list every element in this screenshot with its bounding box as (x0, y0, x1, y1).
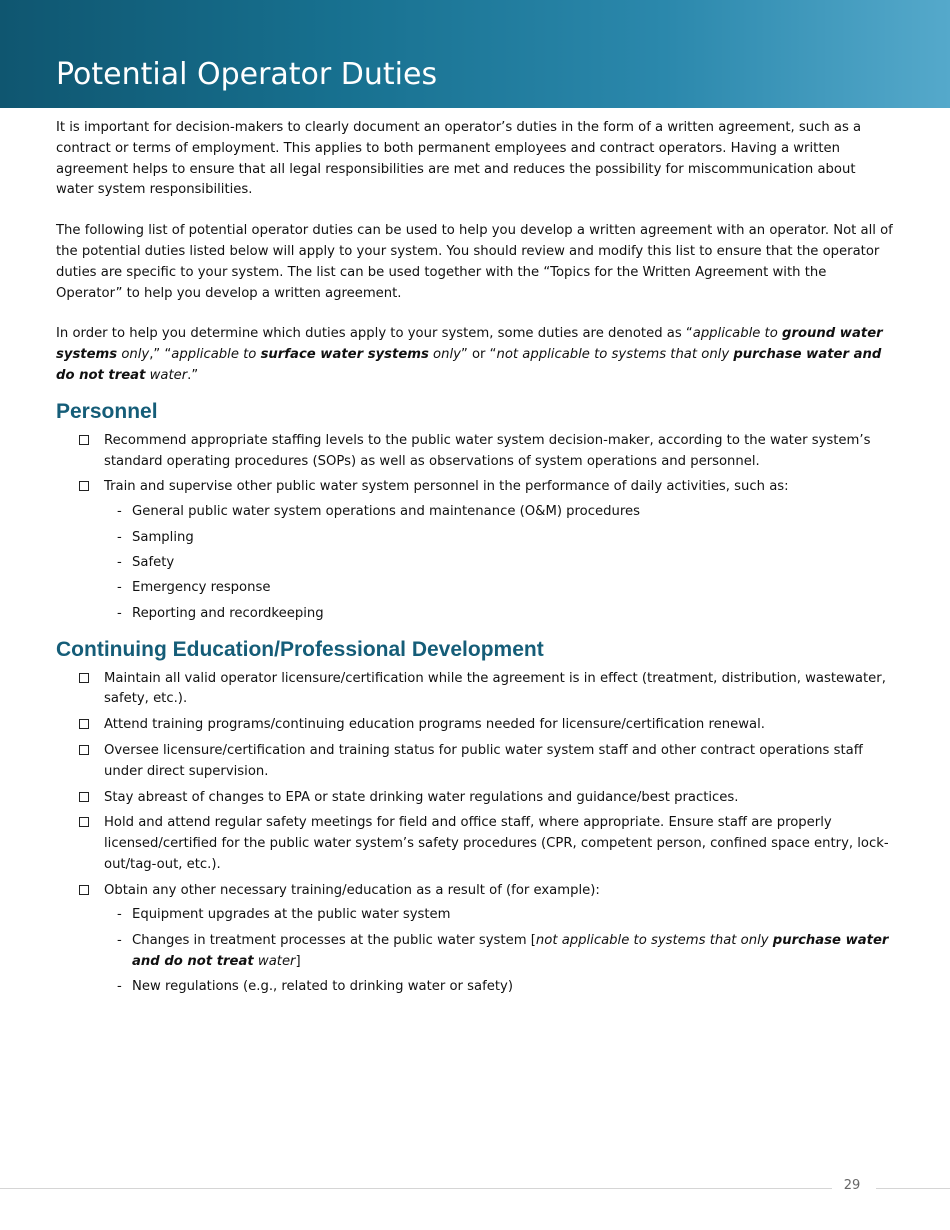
text: ” or “ (460, 347, 497, 363)
text: .” (187, 367, 199, 383)
sub-list-item-text: Safety (132, 554, 175, 570)
education-list (56, 669, 896, 998)
header-banner (0, 0, 950, 108)
list-item (56, 431, 896, 473)
sub-list-item-text: General public water system operations and maintenance (O&M) procedures (132, 504, 640, 520)
checkbox-icon (79, 719, 89, 729)
sub-list-item (104, 553, 896, 574)
dash-bullet: - (117, 529, 122, 545)
dash-bullet: - (117, 580, 122, 596)
italic-text: water (253, 953, 296, 969)
list-item (56, 477, 896, 624)
italic-text: only (117, 347, 150, 363)
list-item (56, 788, 896, 809)
list-item-text: Train and supervise other public water system personnel in the performance of daily activities, such as: (104, 479, 789, 495)
italic-text: only (428, 347, 461, 363)
sub-list-item (104, 604, 896, 625)
footer-divider (0, 1188, 832, 1189)
checkbox-icon (79, 435, 89, 445)
list-item (56, 881, 896, 998)
dash-bullet: - (117, 605, 122, 621)
footer-divider (876, 1188, 950, 1189)
bold-italic-text: ground water systems (56, 326, 883, 363)
sub-list-item-text: Emergency response (132, 580, 271, 596)
dash-bullet: - (117, 979, 122, 995)
checkbox-icon (79, 481, 89, 491)
page-number: 29 (843, 1178, 861, 1193)
sub-list-item-text: Reporting and recordkeeping (132, 605, 324, 621)
sub-list-item (104, 578, 896, 599)
list-item (56, 669, 896, 711)
sub-list-item-text: Equipment upgrades at the public water system (132, 907, 451, 923)
text: In order to help you determine which duties apply to your system, some duties are denoted as “ (56, 326, 693, 342)
intro-paragraph-3 (56, 324, 896, 386)
personnel-heading: Personnel (56, 399, 158, 423)
checkbox-icon (79, 745, 89, 755)
dash-bullet: - (117, 932, 122, 948)
italic-text: not applicable to systems that only (496, 347, 734, 363)
list-item-text: Maintain all valid operator licensure/certification while the agreement is in effect (treatment, distribution, wastewater, safety, etc.). (104, 670, 886, 707)
list-item-text: Hold and attend regular safety meetings for field and office staff, where appropriate. Ensure staff are properly licensed/certified for the public water system’s safety procedures (CPR, competent person, confined space entry, lock-out/tag-out, etc.). (104, 815, 889, 872)
dash-bullet: - (117, 907, 122, 923)
personnel-list (56, 431, 896, 625)
italic-text: applicable to (692, 326, 782, 342)
list-item (56, 741, 896, 783)
sub-list-item-text: New regulations (e.g., related to drinking water or safety) (132, 979, 513, 995)
text: ] (295, 953, 301, 969)
page-title: Potential Operator Duties (56, 57, 438, 92)
list-item (56, 715, 896, 736)
dash-bullet: - (117, 504, 122, 520)
checkbox-icon (79, 673, 89, 683)
sub-list-item (104, 931, 896, 973)
text: ,” “ (149, 347, 172, 363)
sub-list-item (104, 528, 896, 549)
document-body (56, 118, 896, 1003)
list-item-text: Obtain any other necessary training/education as a result of (for example): (104, 882, 600, 898)
bold-italic-text: purchase water and do not treat (56, 347, 882, 383)
bold-italic-text: surface water systems (260, 347, 429, 363)
list-item-text: Attend training programs/continuing education programs needed for licensure/certification renewal. (104, 717, 765, 733)
sub-list (104, 905, 896, 997)
sub-list (104, 502, 896, 624)
checkbox-icon (79, 817, 89, 827)
education-heading: Continuing Education/Professional Development (56, 637, 544, 661)
intro-paragraph-2: The following list of potential operator duties can be used to help you develop a written agreement with an operator. Not all of the potential duties listed below will apply to your system. You should review and modify this list to ensure that the operator duties are specific to your system. The list can be used together with the “Topics for the Written Agreement with the Operator” to help you develop a written agreement. (56, 223, 893, 301)
italic-text: applicable to (171, 347, 261, 363)
list-item-text: Oversee licensure/certification and training status for public water system staff and other contract operations staff under direct supervision. (104, 742, 863, 779)
italic-text: water (145, 367, 188, 383)
text: Changes in treatment processes at the public water system [ (132, 932, 536, 948)
sub-list-item (104, 977, 896, 998)
checkbox-icon (79, 792, 89, 802)
italic-text: not applicable to systems that only (535, 932, 773, 948)
list-item-text: Stay abreast of changes to EPA or state drinking water regulations and guidance/best practices. (104, 789, 739, 805)
intro-paragraph-1: It is important for decision-makers to clearly document an operator’s duties in the form of a written agreement, such as a contract or terms of employment. This applies to both permanent employees and contract operators. Having a written agreement helps to ensure that all legal responsibilities are met and reduces the possibility for miscommunication about water system responsibilities. (56, 120, 862, 198)
checkbox-icon (79, 885, 89, 895)
sub-list-item (104, 502, 896, 523)
sub-list-item (104, 905, 896, 926)
dash-bullet: - (117, 554, 122, 570)
bold-italic-text: purchase water and do not treat (132, 932, 889, 969)
list-item-text: Recommend appropriate staffing levels to the public water system decision-maker, according to the water system’s standard operating procedures (SOPs) as well as observations of system operations and personnel. (104, 432, 871, 469)
sub-list-item-text: Sampling (132, 529, 194, 545)
list-item (56, 813, 896, 875)
